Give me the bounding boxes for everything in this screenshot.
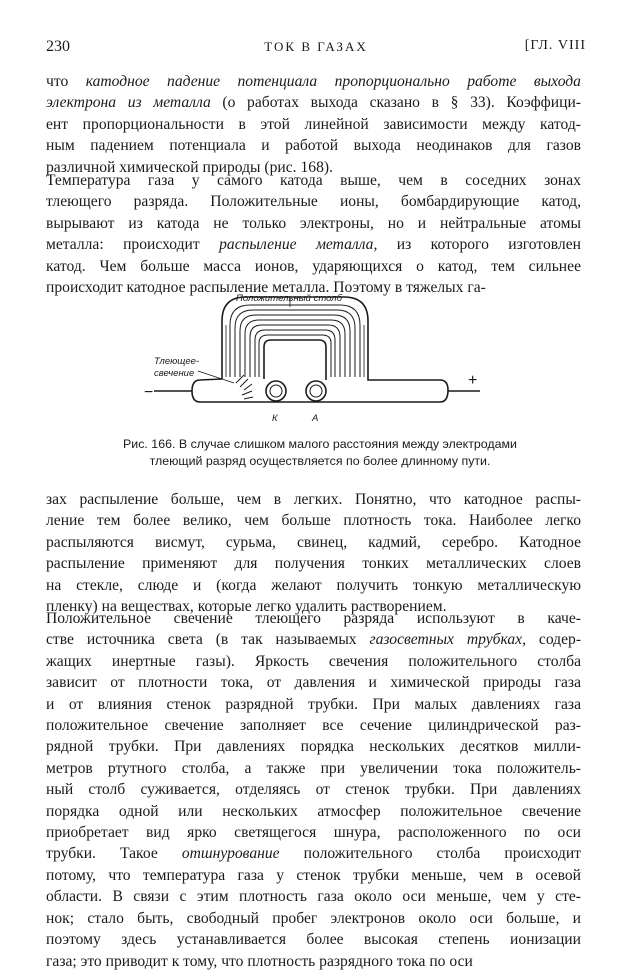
caption-line-1: Рис. 166. В случае слишком малого расстояния между электродами: [123, 437, 517, 451]
italic-term: отшнурование: [181, 845, 280, 863]
page-header: [46, 38, 586, 60]
caption-line-2: тлеющий разряд осуществляется по более длинному пути.: [149, 454, 491, 468]
chapter-marker: [ГЛ. VIII: [524, 38, 586, 53]
cathode-electrode: [266, 381, 286, 401]
label-cathode: К: [272, 413, 278, 424]
text-line: ление тем более велико, чем больше плотность тока. Наиболее легко: [46, 512, 581, 530]
text-line: и от влияния стенок разрядной трубки. При малых давлениях газа: [46, 695, 581, 713]
text-line: Температура газа у самого катода выше, чем в соседних зонах: [46, 172, 581, 189]
label-plus: +: [468, 372, 478, 389]
text-line: распыление применяют для получения тонких металлических слоев: [46, 555, 581, 573]
paragraph-cathode-sputtering: [46, 170, 581, 298]
paragraph-sputtering-uses: [46, 489, 581, 617]
italic-term: газосветных трубках,: [369, 631, 526, 649]
italic-term: катодное падение потенциала пропорционально работе выхода: [85, 73, 581, 90]
label-positive-column: Положительный столб: [236, 293, 342, 304]
text-line: электрона из металла (о работах выхода сказано в § 33). Коэффици-: [46, 94, 581, 112]
italic-term: электрона из металла: [46, 94, 211, 112]
text-line: зависит от плотности тока, от давления и химической природы газа: [46, 674, 581, 692]
text-line: на стекле, слюде и (когда желают получить тонкую металлическую: [46, 576, 581, 594]
text-line: распыляются висмут, сурьма, свинец, кадмий, серебро. Катодное: [46, 533, 581, 551]
text-line: ным падением потенциала и работой выхода неодинаков для газов: [46, 137, 581, 155]
text-line: происходит катодное распыление металла. Поэтому в тяжелых га-: [46, 279, 486, 297]
discharge-tube-diagram: [140, 285, 500, 435]
text-line: приобретает вид ярко светящегося шнура, расположенного по оси: [46, 824, 581, 842]
text-line: вырывают из катода не только электроны, но и нейтральные атомы: [46, 214, 581, 232]
label-glow-2: свечение: [154, 368, 195, 379]
paragraph-cathode-fall: [46, 71, 581, 178]
text-line: жащих инертные газы). Яркость свечения положительного столба: [46, 652, 581, 670]
text-line: металла: происходит распыление металла, из которого изготовлен: [46, 236, 581, 254]
figure-166-discharge-tube: [140, 285, 500, 435]
running-title: ТОК В ГАЗАХ: [264, 39, 368, 54]
text-line: метров ртутного столба, а также при увеличении тока положитель-: [46, 759, 581, 777]
text-line: потому, что температура газа у стенок трубки меньше, чем в осевой: [46, 866, 581, 884]
text-line: пленку) на веществах, которые легко удалить растворением.: [46, 598, 447, 616]
text-line: трубки. Такое отшнурование положительного столба происходит: [46, 845, 581, 863]
text-line: что катодное падение потенциала пропорционально работе выхода: [46, 73, 581, 90]
label-anode: А: [312, 413, 319, 424]
label-glow-1: Тлеющее-: [154, 356, 200, 367]
text-line: рядной трубки. При давлениях порядка нескольких десятков милли-: [46, 738, 581, 756]
label-minus: −: [144, 384, 154, 401]
paragraph-positive-glow: [46, 608, 581, 972]
text-line: стве источника света (в так называемых газосветных трубках, содер-: [46, 631, 582, 649]
text-line: различной химической природы (рис. 168).: [46, 158, 333, 176]
text-line: газа; это приводит к тому, что плотность разрядного тока по оси: [46, 952, 473, 970]
text-line: ент пропорциональности в этой линейной зависимости между катод-: [46, 115, 581, 133]
text-line: тлеющего разряда. Положительные ионы, бомбардирующие катод,: [46, 193, 581, 211]
text-line: нок; стало быть, свободный пробег электронов около оси больше, и: [46, 909, 581, 927]
text-line: Положительное свечение тлеющего разряда используют в каче-: [46, 610, 581, 627]
text-line: зах распыление больше, чем в легких. Понятно, что катодное распы-: [46, 491, 581, 508]
anode-electrode: [306, 381, 326, 401]
text-line: ный столб суживается, отделяясь от стенок трубки. При давлениях: [46, 781, 581, 799]
text-line: поэтому здесь устанавливается более высокая степень ионизации: [46, 931, 581, 949]
figure-caption: [74, 436, 566, 470]
text-line: катод. Чем больше масса ионов, ударяющихся о катод, тем сильнее: [46, 257, 581, 275]
text-line: области. В связи с этим плотность газа около оси меньше, чем у сте-: [46, 888, 581, 906]
page-number: 230: [46, 38, 70, 55]
text-line: порядка одной или нескольких атмосфер положительное свечение: [46, 802, 581, 820]
italic-term: распыление металла,: [219, 236, 378, 254]
text-line: положительное свечение заполняет все сечение цилиндрической раз-: [46, 717, 581, 735]
